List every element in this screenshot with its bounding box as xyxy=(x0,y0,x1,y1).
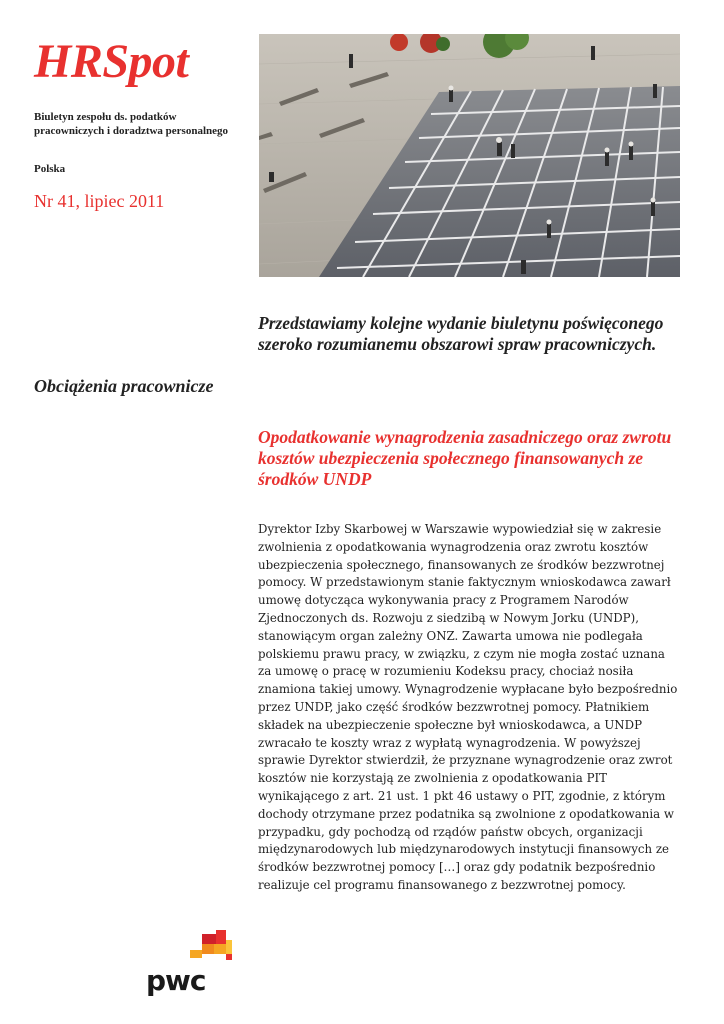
section-title: Obciążenia pracownicze xyxy=(34,376,214,396)
article-title: Opodatkowanie wynagrodzenia zasadniczego oraz zwrotu kosztów ubezpieczenia społecznego finansowanych ze środków UNDP xyxy=(258,427,672,489)
pwc-logo-text: pwc xyxy=(146,964,206,997)
issue-number: Nr 41, lipiec 2011 xyxy=(34,191,165,211)
cover-photo xyxy=(259,34,680,277)
newsletter-title: HRSpot xyxy=(34,35,189,88)
pwc-logo xyxy=(140,926,250,998)
newsletter-subtitle: Biuletyn zespołu ds. podatków pracowniczych i doradztwa personalnego xyxy=(34,111,229,137)
intro-text: Przedstawiamy kolejne wydanie biuletynu poświęconego szeroko rozumianemu obszarowi spraw pracowniczych. xyxy=(258,313,664,354)
article-body: Dyrektor Izby Skarbowej w Warszawie wypowiedział się w zakresie zwolnienia z opodatkowania wynagrodzenia oraz zwrotu kosztów ubezpieczenia społecznego, finansowanych ze środków bezzwrotnej pomocy. W przedstawionym stanie faktycznym wnioskodawca zawarł umowę dotycząca wykonywania pracy z Programem Narodów Zjednoczonych ds. Rozwoju z siedzibą w Nowym Jorku (UNDP), stanowiącym organ zależny ONZ. Zawarta umowa nie podlegała polskiemu prawu pracy, w związku, z czym nie mogła zostać uznana za umowę o pracę w rozumieniu Kodeksu pracy, chociaż nosiła znamiona takiej umowy. Wynagrodzenie wypłacane było bezpośrednio przez UNDP, jako część środków bezzwrotnej pomocy. Płatnikiem składek na ubezpieczenie społeczne był wnioskodawca, a UNDP zwracało te koszty wraz z wypłatą wynagrodzenia. W powyższej sprawie Dyrektor stwierdził, że przyznane wynagrodzenie oraz zwrot kosztów nie korzystają ze zwolnienia z opodatkowania PIT wynikającego z art. 21 ust. 1 pkt 46 ustawy o PIT, zgodnie, z którym dochody otrzymane przez podatnika są zwolnione z opodatkowania w przypadku, gdy pochodzą od rządów państw obcych, organizacji międzynarodowych lub międzynarodowych instytucji finansowych ze środków bezzwrotnej pomocy […] oraz gdy podatnik bezpośrednio realizuje cel programu finansowanego z bezzwrotnej pomocy. xyxy=(258,522,678,892)
country-label: Polska xyxy=(34,163,66,175)
